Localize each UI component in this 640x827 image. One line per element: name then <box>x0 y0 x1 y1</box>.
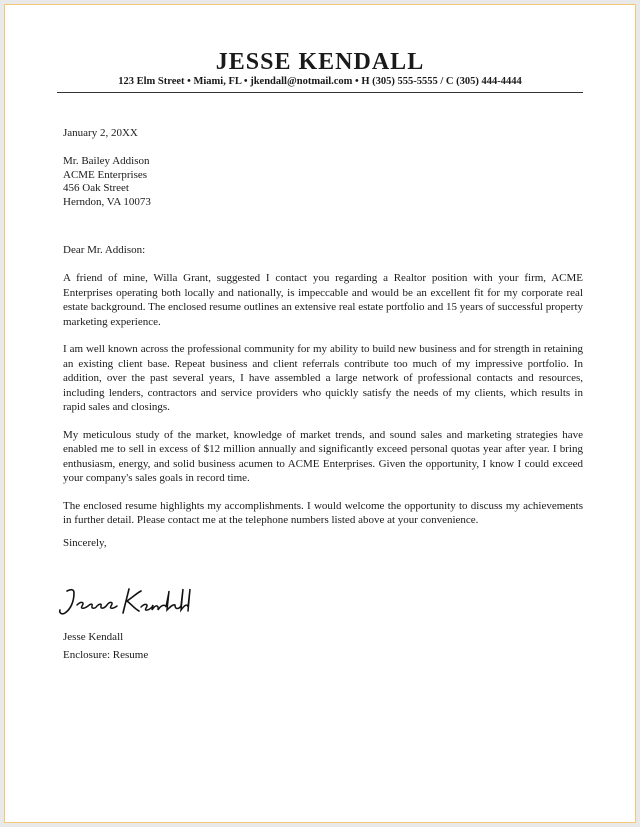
recipient-address <box>63 155 151 209</box>
salutation: Dear Mr. Addison: <box>63 244 146 256</box>
body-paragraph-4: The enclosed resume highlights my accomplishments. I would welcome the opportunity to discuss my achievements in further detail. Please contact me at the telephone numbers listed above at your convenience. <box>63 499 583 526</box>
body-paragraph-1: A friend of mine, Willa Grant, suggested I contact you regarding a Realtor position with your firm, ACME Enterprises operating both locally and nationally, is impeccable and would be an excellent fit for my corporate real estate background. The enclosed resume outlines an extensive real estate portfolio and 15 years of successful property marketing experience. <box>63 272 583 328</box>
recipient-name: Mr. Bailey Addison <box>63 155 150 167</box>
letter-body <box>63 271 583 541</box>
letter-date: January 2, 20XX <box>63 127 138 139</box>
body-paragraph-3: My meticulous study of the market, knowledge of market trends, and sound sales and marketing strategies have enabled me to sell in excess of $12 million annually and significantly exceed personal quotas year after year. I bring enthusiasm, energy, and solid business acumen to ACME Enterprises. Given the opportunity, I know I could exceed your company's sales goals in record time. <box>63 428 583 484</box>
handwritten-signature <box>57 583 202 619</box>
body-paragraph-2: I am well known across the professional community for my ability to build new business and for strength in retaining an existing client base. Repeat business and client referrals contribute too much of my impressive portfolio. In addition, over the past several years, I have assembled a large network of professional contacts and resources, including lenders, contractors and service providers who quickly satisfy the needs of my clients, which results in rapid sales and closings. <box>63 343 583 413</box>
recipient-street: 456 Oak Street <box>63 182 129 194</box>
recipient-city: Herndon, VA 10073 <box>63 195 151 208</box>
letter-page <box>4 4 636 823</box>
sender-name: JESSE KENDALL <box>215 49 425 75</box>
signer-name: Jesse Kendall <box>63 631 124 643</box>
closing: Sincerely, <box>63 537 107 549</box>
sender-contact-line: 123 Elm Street • Miami, FL • jkendall@notmail.com • H (305) 555-5555 / C (305) 444-4444 <box>118 76 522 87</box>
enclosure-note: Enclosure: Resume <box>63 649 149 661</box>
recipient-company: ACME Enterprises <box>63 168 148 181</box>
header-divider <box>57 92 583 93</box>
